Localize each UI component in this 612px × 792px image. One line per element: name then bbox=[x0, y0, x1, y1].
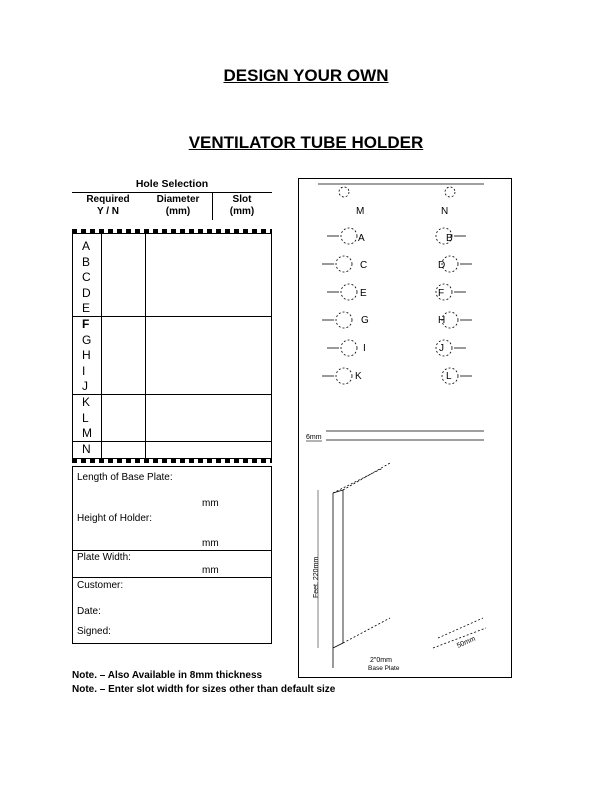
divider bbox=[72, 192, 272, 193]
dashed-separator-bottom bbox=[72, 459, 272, 463]
hole-letter: F bbox=[82, 317, 90, 331]
date-label: Date: bbox=[77, 606, 101, 617]
base-plate-label: Base Plate bbox=[368, 665, 400, 672]
hole-letter: I bbox=[82, 363, 86, 378]
hole-selection-heading: Hole Selection bbox=[135, 178, 209, 190]
hole-outline bbox=[336, 368, 352, 384]
holder-3d-sketch bbox=[318, 463, 486, 668]
length-label: Length of Base Plate: bbox=[77, 472, 173, 483]
hole-label-n: N bbox=[441, 206, 449, 217]
width-label: Plate Width: bbox=[77, 552, 131, 563]
hole-letter: D bbox=[82, 285, 91, 300]
base-corner bbox=[333, 643, 343, 648]
hole-outline bbox=[339, 187, 349, 197]
holder-diagram bbox=[298, 178, 512, 678]
col-diameter-label: Diameter bbox=[156, 194, 200, 205]
hole-outline bbox=[341, 340, 357, 356]
hole-letter: J bbox=[82, 379, 88, 393]
hole-outline bbox=[341, 284, 357, 300]
col-slot-header bbox=[212, 194, 272, 218]
hole-letter: B bbox=[82, 254, 91, 269]
hole-label-e: E bbox=[360, 288, 367, 299]
height-label: Height of Holder: bbox=[77, 513, 153, 524]
hole-label-l: L bbox=[446, 371, 452, 382]
height-dim-label: Feet. 220mm bbox=[313, 556, 320, 598]
hole-letter: N bbox=[82, 442, 91, 456]
hole-letters-group-2 bbox=[82, 317, 91, 395]
hole-label-h: H bbox=[438, 315, 446, 326]
col-required-label: Required bbox=[86, 194, 130, 205]
hole-letter: G bbox=[82, 332, 92, 347]
col-slot-sub: (mm) bbox=[229, 206, 255, 217]
hole-letters-group-1 bbox=[82, 239, 91, 317]
hole-table bbox=[72, 233, 272, 459]
height-unit: mm bbox=[202, 538, 219, 549]
diagram-frame bbox=[299, 179, 512, 678]
hole-letter: H bbox=[82, 348, 91, 362]
note-slot-width: Note. – Enter slot width for sizes other than default size bbox=[72, 684, 336, 695]
signed-label: Signed: bbox=[77, 626, 111, 637]
width-unit: mm bbox=[202, 565, 219, 576]
col-slot-label: Slot bbox=[232, 194, 252, 205]
divider bbox=[72, 577, 272, 578]
hole-label-d: D bbox=[438, 260, 446, 271]
hole-label-a: A bbox=[358, 233, 365, 244]
page-title: DESIGN YOUR OWN bbox=[223, 66, 389, 85]
hole-outline bbox=[445, 187, 455, 197]
page-subtitle: VENTILATOR TUBE HOLDER bbox=[188, 133, 424, 152]
hole-label-k: K bbox=[355, 371, 362, 382]
hole-outline bbox=[341, 228, 357, 244]
col-diameter-sub: (mm) bbox=[165, 206, 191, 217]
hole-letter: C bbox=[82, 270, 91, 284]
divider bbox=[101, 233, 102, 459]
thickness-label: 6mm bbox=[306, 434, 322, 441]
hole-letter: L bbox=[82, 410, 89, 425]
divider bbox=[72, 441, 272, 442]
note-thickness: Note. – Also Available in 8mm thickness bbox=[72, 670, 263, 681]
hole-letters-group-3 bbox=[82, 395, 92, 442]
base-dim-label: 2"0mm bbox=[370, 657, 392, 664]
hole-outlines bbox=[322, 187, 472, 384]
divider bbox=[212, 192, 213, 220]
depth-dim-label: 50mm bbox=[455, 635, 477, 650]
hole-label-m: M bbox=[356, 206, 365, 217]
col-required-sub: Y / N bbox=[96, 206, 120, 217]
customer-label: Customer: bbox=[77, 580, 124, 591]
hole-label-j: J bbox=[439, 343, 444, 354]
divider bbox=[72, 394, 272, 395]
col-required-header bbox=[72, 194, 144, 218]
hole-letter: K bbox=[82, 395, 91, 409]
hole-outline bbox=[336, 312, 352, 328]
hole-label-b: B bbox=[446, 233, 453, 244]
hole-labels bbox=[355, 206, 453, 382]
hole-label-g: G bbox=[361, 315, 369, 326]
hole-label-i: I bbox=[363, 343, 366, 354]
divider bbox=[72, 550, 272, 551]
hole-letter: E bbox=[82, 301, 91, 315]
hole-letters-group-4 bbox=[82, 442, 91, 458]
divider bbox=[145, 233, 146, 459]
depth-line-1 bbox=[438, 618, 483, 638]
base-diag bbox=[343, 618, 390, 643]
hole-outline bbox=[336, 256, 352, 272]
length-unit: mm bbox=[202, 498, 219, 509]
hole-label-c: C bbox=[360, 260, 368, 271]
hole-letter: A bbox=[82, 239, 91, 253]
hole-label-f: F bbox=[438, 288, 445, 299]
divider bbox=[72, 316, 272, 317]
hole-selection-form bbox=[72, 178, 272, 644]
col-diameter-header bbox=[144, 194, 212, 218]
hole-letter: M bbox=[82, 426, 92, 440]
